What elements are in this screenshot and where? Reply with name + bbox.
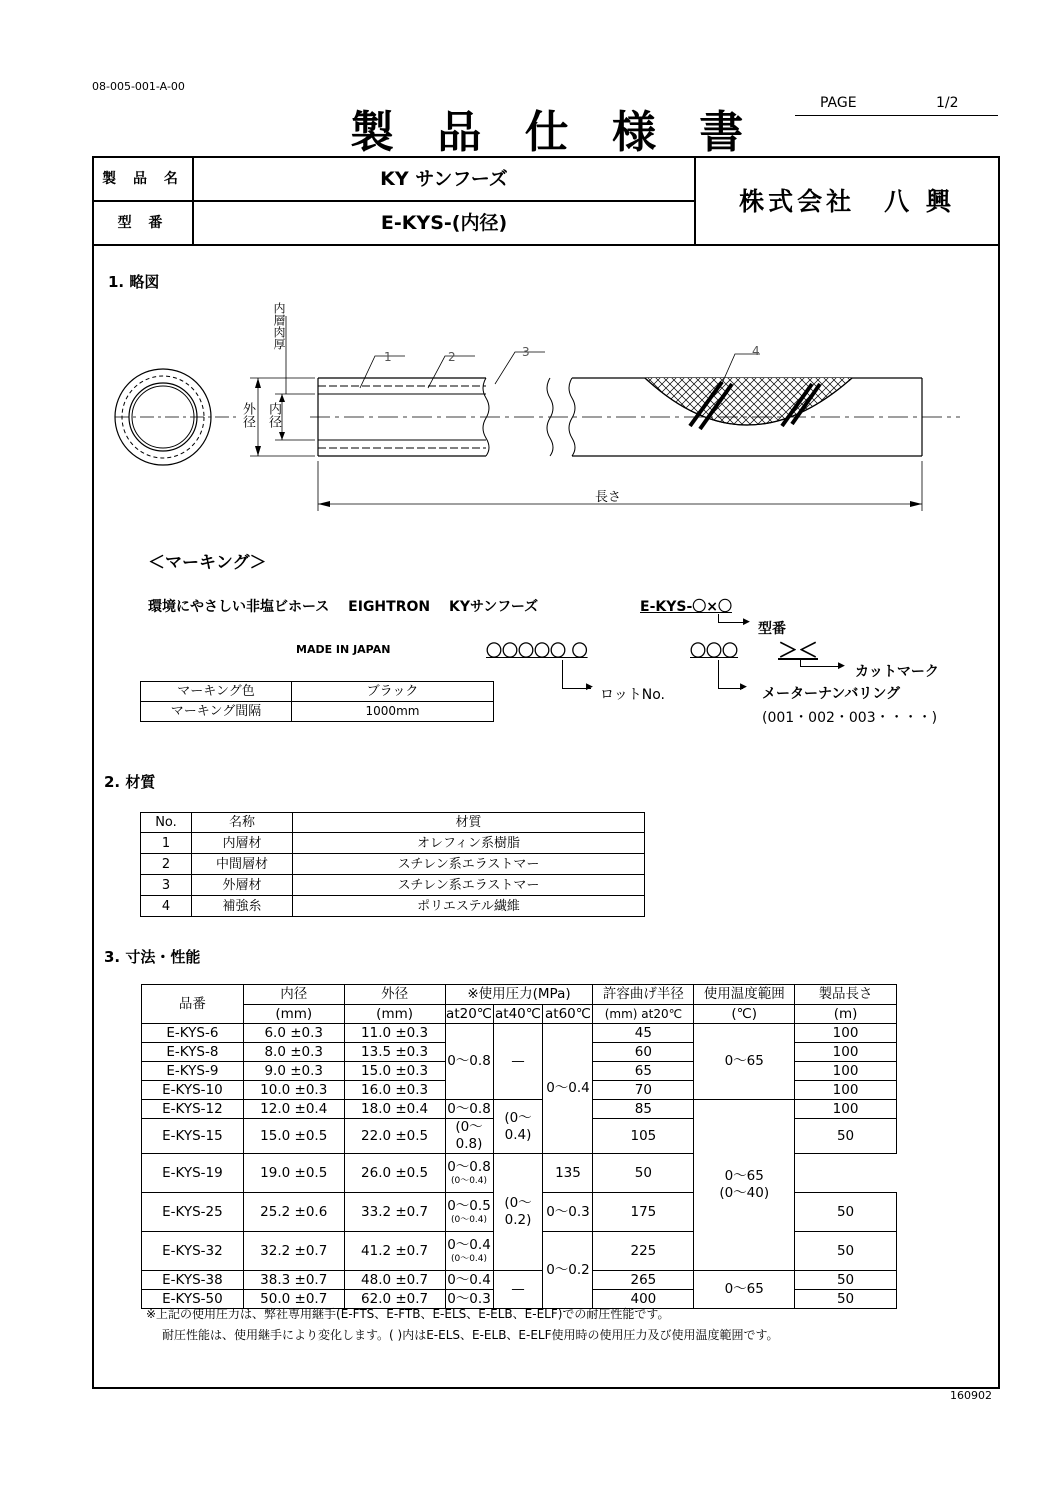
arrowhead-icon: ▶: [740, 682, 747, 692]
lot-marks: 〇〇〇〇〇 〇: [486, 641, 588, 660]
temp-range-alt: (0～40): [719, 1185, 770, 1201]
outer-cell: 13.5 ±0.3: [344, 1043, 445, 1062]
material-header-material: 材質: [293, 813, 645, 833]
length-cell: 50: [795, 1271, 897, 1290]
length-cell: 100: [795, 1062, 897, 1081]
inner-cell: 50.0 ±0.7: [243, 1290, 344, 1309]
length-cell: 100: [795, 1081, 897, 1100]
model-cell: E-KYS-8: [142, 1043, 244, 1062]
inner-cell: 38.3 ±0.7: [243, 1271, 344, 1290]
header-temp-unit: (℃): [694, 1005, 795, 1024]
header-bend-unit: (mm) at20℃: [593, 1005, 694, 1024]
page-underline: [795, 115, 998, 116]
label-inner-thickness: 内層肉厚: [272, 302, 286, 350]
inner-cell: 9.0 ±0.3: [243, 1062, 344, 1081]
section-1-title: 1. 略図: [108, 273, 160, 291]
section-3-title: 3. 寸法・性能: [104, 948, 201, 966]
pressure-at20: [445, 1232, 493, 1271]
outer-cell: 15.0 ±0.3: [344, 1062, 445, 1081]
header-temp: 使用温度範囲: [694, 985, 795, 1005]
header-length-unit: (m): [795, 1005, 897, 1024]
bend-cell: 85: [593, 1100, 694, 1119]
model-cell: E-KYS-25: [142, 1193, 244, 1232]
table-row: [141, 875, 645, 896]
section-2-title: 2. 材質: [104, 773, 156, 791]
outer-cell: 48.0 ±0.7: [344, 1271, 445, 1290]
outer-cell: 18.0 ±0.4: [344, 1100, 445, 1119]
inner-cell: 25.2 ±0.6: [243, 1193, 344, 1232]
material-header-no: No.: [141, 813, 192, 833]
model-cell: E-KYS-32: [142, 1232, 244, 1271]
header-model: 品番: [142, 985, 244, 1024]
material-name: 内層材: [192, 833, 293, 854]
arrowhead-icon: ▶: [586, 682, 593, 692]
table-row: [141, 896, 645, 917]
pressure-value-alt: (0～0.4): [450, 1176, 488, 1186]
header-inner-unit: (mm): [243, 1005, 344, 1024]
length-cell: 50: [795, 1232, 897, 1271]
material-no: 4: [141, 896, 192, 917]
marking-interval-label: マーキング間隔: [141, 702, 292, 722]
model-label: 型 番: [93, 201, 193, 245]
bend-cell: 65: [593, 1062, 694, 1081]
model-cell: E-KYS-10: [142, 1081, 244, 1100]
length-cell: 50: [795, 1193, 897, 1232]
temp-cell: 0～65: [694, 1024, 795, 1100]
length-cell: 50: [795, 1290, 897, 1309]
outer-cell: 33.2 ±0.7: [344, 1193, 445, 1232]
length-cell: 100: [795, 1043, 897, 1062]
temp-range: 0～65: [724, 1168, 764, 1184]
cut-mark-label: カットマーク: [855, 664, 939, 680]
length-cell: 50: [593, 1154, 694, 1193]
material-value: オレフィン系樹脂: [293, 833, 645, 854]
pressure-at40: (0～0.4): [493, 1100, 543, 1154]
marking-color-label: マーキング色: [141, 682, 292, 702]
pressure-at60: 0～0.4: [543, 1024, 593, 1154]
pressure-at20: [445, 1193, 493, 1232]
bend-cell: 400: [593, 1290, 694, 1309]
header-outer: 外径: [344, 985, 445, 1005]
label-part-4: 4: [752, 344, 760, 358]
model-number: E-KYS-(内径): [193, 201, 695, 245]
table-row: [142, 1024, 897, 1043]
header-pressure: ※使用圧力(MPa): [445, 985, 593, 1005]
material-no: 3: [141, 875, 192, 896]
label-inner-diameter: 内径: [266, 402, 281, 428]
bend-cell: 225: [593, 1232, 694, 1271]
pressure-at40: —: [493, 1271, 543, 1309]
pressure-note-1: ※上記の使用圧力は、弊社専用継手(E-FTS、E-FTB、E-ELS、E-ELB、E-ELF)での耐圧性能です。: [146, 1307, 670, 1321]
performance-table: [141, 984, 897, 1309]
product-name: KY サンフーズ: [193, 157, 695, 201]
pressure-value: 0～0.4: [447, 1237, 491, 1253]
pressure-value: 0～0.8: [447, 1159, 491, 1175]
inner-cell: 32.2 ±0.7: [243, 1232, 344, 1271]
bend-cell: 105: [593, 1119, 694, 1154]
inner-cell: 6.0 ±0.3: [243, 1024, 344, 1043]
pressure-at20: 0～0.3: [445, 1290, 493, 1309]
model-cell: E-KYS-15: [142, 1119, 244, 1154]
pressure-at40: (0～0.2): [493, 1154, 543, 1271]
inner-cell: 15.0 ±0.5: [243, 1119, 344, 1154]
pressure-value-alt: (0～0.4): [450, 1254, 488, 1264]
lot-no-label: ロットNo.: [600, 687, 665, 703]
pressure-at20: 0～0.8: [445, 1100, 493, 1119]
bend-cell: 135: [543, 1154, 593, 1193]
material-no: 1: [141, 833, 192, 854]
material-value: ポリエステル繊維: [293, 896, 645, 917]
pressure-at60: 0～0.2: [543, 1232, 593, 1309]
marking-code: E-KYS-〇×〇: [640, 599, 732, 615]
header-inner: 内径: [243, 985, 344, 1005]
product-name-label: 製 品 名: [93, 157, 193, 201]
inner-cell: 10.0 ±0.3: [243, 1081, 344, 1100]
model-note: 型番: [758, 621, 786, 637]
outer-cell: 62.0 ±0.7: [344, 1290, 445, 1309]
length-cell: 50: [795, 1119, 897, 1154]
label-part-1: 1: [384, 350, 392, 364]
table-row: [142, 1271, 897, 1290]
arrowhead-icon: ▶: [743, 617, 750, 627]
marking-line: 環境にやさしい非塩ビホース EIGHTRON KYサンフーズ: [148, 599, 539, 615]
material-name: 外層材: [192, 875, 293, 896]
pressure-at20: (0～0.8): [445, 1119, 493, 1154]
company-name: 株式会社 八 興: [695, 157, 999, 245]
meter-numbering-label: メーターナンバリング: [762, 686, 901, 702]
label-outer-diameter: 外径: [240, 402, 255, 428]
pressure-at60: 0～0.3: [543, 1193, 593, 1232]
table-row: [142, 1100, 897, 1119]
inner-cell: 8.0 ±0.3: [243, 1043, 344, 1062]
footer-code: 160902: [950, 1389, 992, 1402]
meter-example: (001・002・003・・・・): [762, 710, 938, 726]
document-code: 08-005-001-A-00: [92, 80, 185, 93]
table-row: [141, 854, 645, 875]
marking-color-value: ブラック: [292, 682, 494, 702]
header-length: 製品長さ: [795, 985, 897, 1005]
label-part-2: 2: [448, 350, 456, 364]
length-cell: 100: [795, 1100, 897, 1119]
material-value: スチレン系エラストマー: [293, 875, 645, 896]
meter-marks: 〇〇〇: [690, 641, 739, 660]
inner-cell: 12.0 ±0.4: [243, 1100, 344, 1119]
cut-arrow: [800, 658, 841, 667]
bend-cell: 70: [593, 1081, 694, 1100]
label-length: 長さ: [595, 490, 622, 505]
outer-cell: 26.0 ±0.5: [344, 1154, 445, 1193]
cross-section: [115, 369, 240, 465]
inner-cell: 19.0 ±0.5: [243, 1154, 344, 1193]
header-at40: at40℃: [493, 1005, 543, 1024]
header-at60: at60℃: [543, 1005, 593, 1024]
bend-cell: 175: [593, 1193, 694, 1232]
outer-cell: 41.2 ±0.7: [344, 1232, 445, 1271]
pressure-value-alt: (0～0.4): [450, 1215, 488, 1225]
model-cell: E-KYS-12: [142, 1100, 244, 1119]
marking-table: [140, 681, 494, 722]
temp-cell: 0～65: [694, 1271, 795, 1309]
pressure-note-2: 耐圧性能は、使用継手により変化します。( )内はE-ELS、E-ELB、E-ELF使用時の使用圧力及び使用温度範囲です。: [162, 1328, 779, 1342]
bend-cell: 60: [593, 1043, 694, 1062]
outer-cell: 16.0 ±0.3: [344, 1081, 445, 1100]
pressure-at20: 0～0.8: [445, 1024, 493, 1100]
material-name: 補強糸: [192, 896, 293, 917]
document-title: 製 品 仕 様 書: [350, 107, 758, 158]
material-table: [140, 812, 645, 917]
material-header-name: 名称: [192, 813, 293, 833]
made-in-japan: MADE IN JAPAN: [296, 643, 391, 656]
page-number: 1/2: [936, 95, 959, 111]
header-bend: 許容曲げ半径: [593, 985, 694, 1005]
marking-interval-value: 1000mm: [292, 702, 494, 722]
bend-cell: 265: [593, 1271, 694, 1290]
length-cell: 100: [795, 1024, 897, 1043]
material-no: 2: [141, 854, 192, 875]
model-cell: E-KYS-50: [142, 1290, 244, 1309]
model-cell: E-KYS-19: [142, 1154, 244, 1193]
marking-title: ＜マーキング＞: [148, 553, 267, 573]
bend-cell: 45: [593, 1024, 694, 1043]
header-outer-unit: (mm): [344, 1005, 445, 1024]
outer-cell: 11.0 ±0.3: [344, 1024, 445, 1043]
arrowhead-icon: ▶: [838, 661, 845, 671]
pressure-at20: 0～0.4: [445, 1271, 493, 1290]
cut-symbol: ＞＜: [778, 638, 818, 662]
material-value: スチレン系エラストマー: [293, 854, 645, 875]
label-part-3: 3: [522, 345, 530, 359]
material-name: 中間層材: [192, 854, 293, 875]
temp-cell: [694, 1100, 795, 1271]
table-row: [141, 833, 645, 854]
outer-cell: 22.0 ±0.5: [344, 1119, 445, 1154]
pressure-at20: [445, 1154, 493, 1193]
model-cell: E-KYS-6: [142, 1024, 244, 1043]
page-label: PAGE: [820, 95, 857, 111]
header-at20: at20℃: [446, 1005, 492, 1022]
model-cell: E-KYS-9: [142, 1062, 244, 1081]
header-table: [92, 156, 1000, 246]
model-cell: E-KYS-38: [142, 1271, 244, 1290]
pressure-value: 0～0.5: [447, 1198, 491, 1214]
pressure-at40: —: [493, 1024, 543, 1100]
